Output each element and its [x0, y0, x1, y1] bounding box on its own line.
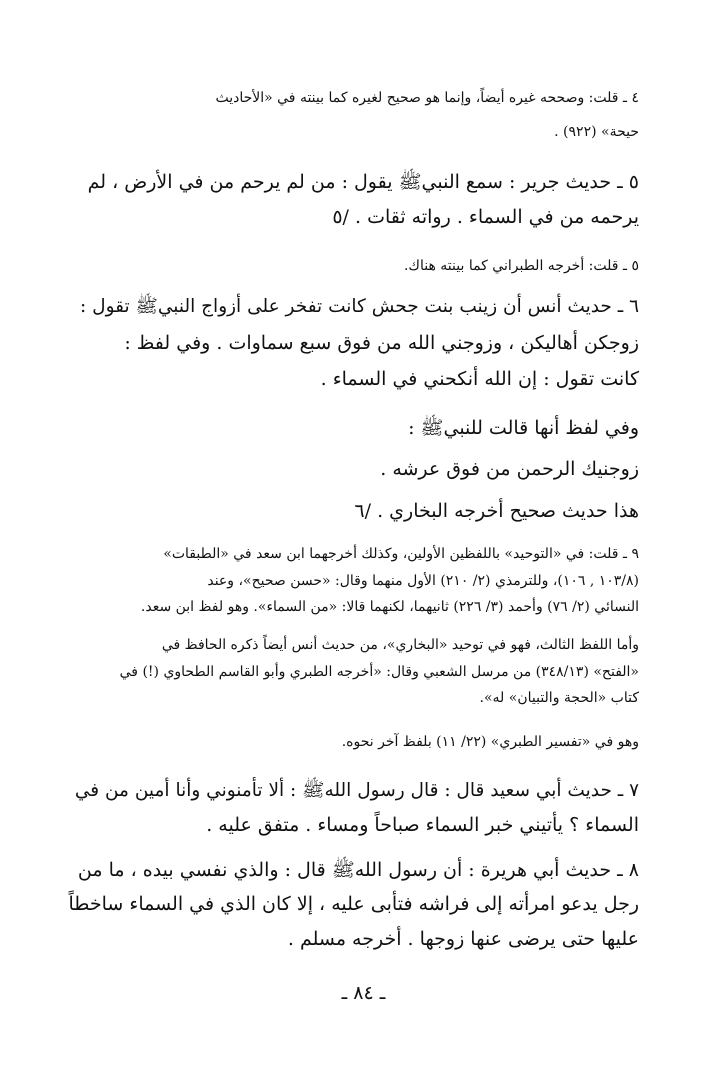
hadith-8-line-2: رجل يدعو امرأته إلى فراشه فتأبى عليه ، إلا كان الذي في السماء ساخطاً [68, 893, 639, 915]
note-5-line-1: ٥ ـ قلت: أخرجه الطبراني كما بينته هناك. [403, 258, 639, 274]
page-number: ـ ٨٤ ـ [341, 982, 386, 1004]
hadith-5-line-1: ٥ ـ حديث جرير : سمع النبيﷺ يقول : من لم يرحم من في الأرض ، لم [87, 171, 639, 193]
hadith-5-line-2: يرحمه من في السماء . رواته ثقات . /٥ [332, 206, 639, 228]
note-6-line-3: النسائي (٢/ ٧٦) وأحمد (٣/ ٢٢٦) ثانيهما، لكنهما قالا: «من السماء». وهو لفظ ابن سعد. [140, 599, 639, 615]
hadith-6-line-4: وفي لفظ أنها قالت للنبيﷺ : [408, 417, 639, 439]
note-6-line-7: وهو في «تفسير الطبري» (٢٢/ ١١) بلفظ آخر نحوه. [341, 734, 639, 750]
hadith-8-line-3: عليها حتى يرضى عنها زوجها . أخرجه مسلم . [287, 928, 639, 950]
hadith-6-line-6: هذا حديث صحيح أخرجه البخاري . /٦ [354, 500, 639, 522]
hadith-6-line-2: زوجكن أهاليكن ، وزوجني الله من فوق سبع سماوات . وفي لفظ : [124, 332, 639, 354]
note-4-line-2: حيحة» (٩٢٢) . [554, 124, 639, 140]
note-4-line-1: ٤ ـ قلت: وصححه غيره أيضاً، وإنما هو صحيح لغيره كما بينته في «الأحاديث [215, 90, 639, 106]
hadith-7-line-2: السماء ؟ يأتيني خبر السماء صباحاً ومساء . متفق عليه . [206, 814, 639, 836]
hadith-6-line-1: ٦ ـ حديث أنس أن زينب بنت جحش كانت تفخر على أزواج النبيﷺ تقول : [80, 296, 639, 317]
hadith-6-line-3: كانت تقول : إن الله أنكحني في السماء . [320, 368, 639, 390]
note-6-line-5: «الفتح» (٣٤٨/١٣) من مرسل الشعبي وقال: «أخرجه الطبري وأبو القاسم الطحاوي (!) في [119, 664, 639, 680]
note-6-line-1: ٩ ـ قلت: في «التوحيد» باللفظين الأولين، وكذلك أخرجهما ابن سعد في «الطبقات» [163, 546, 639, 562]
note-6-line-4: وأما اللفظ الثالث، فهو في توحيد «البخاري»، من حديث أنس أيضاً ذكره الحافظ في [161, 637, 639, 653]
note-6-line-6: كتاب «الحجة والتبيان» له». [479, 690, 639, 706]
hadith-7-line-1: ٧ ـ حديث أبي سعيد قال : قال رسول اللهﷺ : ألا تأمنوني وأنا أمين من في [74, 780, 639, 801]
note-6-line-2: (١٠٣/٨ , ١٠٦)، وللترمذي (٢/ ٢١٠) الأول منهما وقال: «حسن صحيح»، وعند [207, 573, 639, 589]
hadith-8-line-1: ٨ ـ حديث أبي هريرة : أن رسول اللهﷺ قال : والذي نفسي بيده ، ما من [77, 859, 639, 881]
hadith-6-line-5: زوجنيك الرحمن من فوق عرشه . [380, 458, 639, 480]
